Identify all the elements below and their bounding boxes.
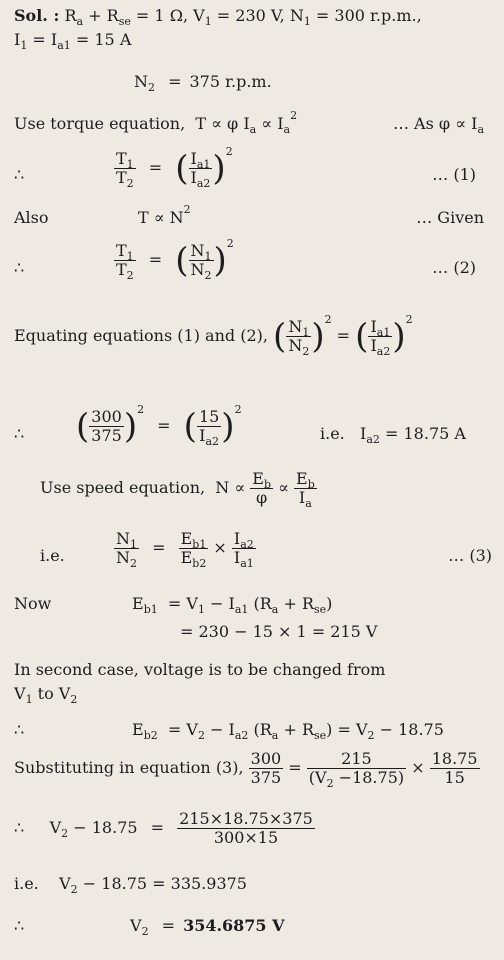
num-18-75: 18.75 — [431, 749, 478, 768]
subst-text: Substituting in equation (3), — [14, 758, 244, 777]
torque-line: Use torque equation, T ∝ φ $I_a \propto I_a^2$ … As $\varphi \propto I_a$ — [14, 109, 484, 137]
v2-den-rest: −18.75) — [333, 768, 405, 787]
volt-n: = 230 V, N — [211, 6, 304, 25]
tag-1: … (1) — [432, 165, 476, 184]
ia2-symbol: I — [360, 424, 367, 443]
num-15: 15 — [444, 768, 465, 787]
therefore-symbol: ∴ — [14, 165, 25, 184]
given-line-1 — [14, 6, 422, 29]
to-v: to V — [32, 684, 71, 703]
amp-value: = 15 A — [70, 30, 132, 49]
calc-denominator: 300×15 — [213, 828, 279, 847]
r-symbol: R — [64, 6, 77, 25]
ohm-v: = 1 Ω, V — [130, 6, 205, 25]
eb1-eq: = V — [167, 594, 198, 613]
tag-2: … (2) — [432, 258, 476, 277]
second-case-v: $V_1$ to $V_2$ — [14, 684, 78, 707]
eb2-eq: = V — [167, 720, 198, 739]
second-case-text: In second case, voltage is to be changed from — [14, 660, 386, 679]
torque-intro: Use torque equation, — [14, 114, 186, 133]
ie-label: i.e. — [14, 874, 39, 893]
torque-relation: T ∝ φ I — [195, 114, 250, 133]
v2-calc: − 18.75 = 335.9375 — [82, 874, 247, 893]
num-300: 300 — [250, 749, 282, 768]
ia2-value: = 18.75 A — [379, 424, 466, 443]
therefore-symbol: ∴ — [14, 424, 25, 443]
v2-den: (V — [308, 768, 327, 787]
eb2-line: ∴ $E_{b2} = V_2 - I_{a2}$ $(R_a + R_{se}) = V_2 - 18.75$ — [14, 720, 444, 743]
eb1-line-1: Now $E_{b1} = V_1 - I_{a1}$ $(R_a + R_{se})$ — [14, 594, 333, 617]
v2-calc-line: ∴ $V_2 - 18.75$ = $\frac{215\times 18.75\times 375}{300\times 15}$ — [14, 809, 313, 847]
as-phi: … As φ ∝ I — [392, 114, 478, 133]
therefore-symbol: ∴ — [14, 720, 25, 739]
sub-1: 1 — [20, 39, 28, 53]
sol-label: Sol. : — [14, 6, 60, 25]
t-prop-n: T ∝ N — [138, 208, 184, 227]
tag-3: … (3) — [448, 546, 492, 565]
num-375: 375 — [250, 768, 282, 787]
rpm: = 300 r.p.m., — [310, 6, 422, 25]
i-symbol: I — [14, 30, 21, 49]
sub-a: a — [76, 15, 84, 29]
therefore-symbol: ∴ — [14, 258, 25, 277]
sub-a1: a1 — [57, 39, 71, 53]
equation-2: ∴ $\frac{T_1}{T_2}$ = ( $\frac{N_1}{N_2}$ )$^2$ … (2) — [14, 237, 476, 283]
eb1-line-2: = 230 − 15 × 1 = 215 V — [180, 622, 378, 641]
n2-line: $N_2 = 375$ r.p.m. — [134, 72, 272, 95]
eq-i: = I — [27, 30, 58, 49]
therefore-symbol: ∴ — [14, 916, 25, 935]
num-215: 215 — [307, 750, 406, 769]
sub-se: se — [118, 15, 131, 29]
equating-text: Equating equations (1) and (2), — [14, 326, 268, 345]
equating-line: Equating equations (1) and (2), ( $\frac{N_1}{N_2}$ )$^2$ = ( $\frac{I_{a1}}{I_{a2}}$ )$^2$ — [14, 313, 413, 359]
sub-v1: 1 — [204, 15, 212, 29]
v2-result-line: i.e. $V_2 - 18.75 = 335.9375$ — [14, 874, 247, 897]
n2-value: 375 r.p.m. — [189, 72, 272, 91]
calc-numerator: 215×18.75×375 — [179, 809, 313, 828]
substitution-line: Substituting in equation (3), $\frac{300}{375}$ = $\frac{215}{(V_2 -18.75)}$ × $\frac{18.75}{15}$ — [14, 749, 478, 791]
given-line-2 — [14, 30, 132, 53]
sub-n1: 1 — [303, 15, 311, 29]
v2-final-line: ∴ $V_2 = 354.6875$ V — [14, 916, 285, 939]
v-symbol: V — [14, 684, 26, 703]
now-label: Now — [14, 594, 52, 613]
also-line: Also $T \propto N^2$ … Given — [14, 203, 484, 227]
ratio-equation: ∴ ( $\frac{300}{375}$ )$^2$ = ( $\frac{15}{I_{a2}}$ )$^2$ i.e. $I_{a2} = 18.75$ A — [14, 403, 466, 449]
ie-label: i.e. — [320, 424, 345, 443]
speed-intro: Use speed equation, — [40, 478, 206, 497]
ie-label: i.e. — [40, 546, 65, 565]
given-tag: … Given — [416, 208, 484, 227]
num-300: 300 — [91, 407, 122, 426]
plus-r: + R — [83, 6, 119, 25]
num-15: 15 — [198, 407, 220, 426]
equation-3: i.e. $\frac{N_1}{N_2}$ = $\frac{E_{b1}}{E_{b2}}$ × $\frac{I_{a2}}{I_{a1}}$ … (3) — [40, 529, 492, 571]
speed-line: Use speed equation, N ∝ $\frac{E_b}{\varphi}$ ∝ $\frac{E_b}{I_a}$ — [40, 469, 315, 511]
v2-final: 354.6875 V — [183, 916, 285, 935]
also-label: Also — [14, 208, 49, 227]
therefore-symbol: ∴ — [14, 818, 25, 837]
num-375: 375 — [91, 426, 122, 445]
equation-1: ∴ $\frac{T_1}{T_2}$ = ( $\frac{I_{a1}}{I_{a2}}$ )$^2$ … (1) — [14, 145, 476, 191]
